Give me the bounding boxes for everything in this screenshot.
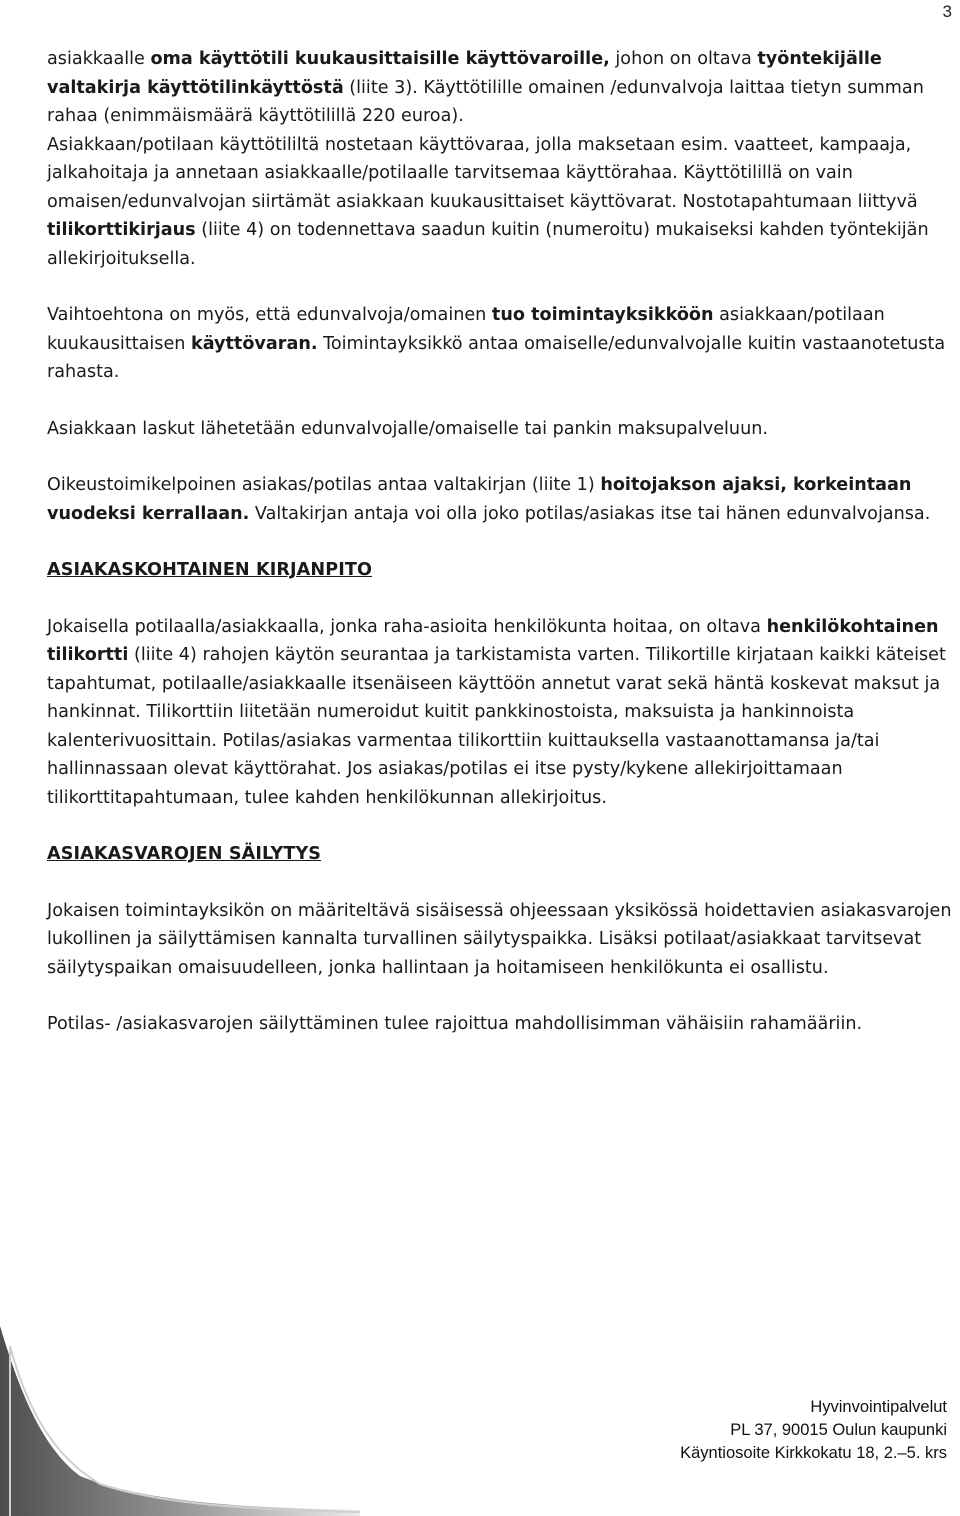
paragraph-invoices <box>47 415 957 444</box>
text-run: Jokaisella potilaalla/asiakkaalla, jonka raha-asioita henkilökunta hoitaa, on oltava <box>47 616 767 637</box>
paragraph-withdrawal <box>47 131 957 274</box>
text-run: Asiakkaan laskut lähetetään edunvalvojalle/omaiselle tai pankin maksupalveluun. <box>47 418 768 439</box>
spacer <box>47 812 957 840</box>
text-run: johon on oltava <box>609 49 758 69</box>
spacer <box>47 869 957 897</box>
text-run: (liite 4) on todennettava saadun kuitin (numeroitu) mukaiseksi kahden työntekijän allekirjoituksella. <box>47 220 929 269</box>
spacer <box>47 528 957 556</box>
bold-text: oma käyttötili kuukausittaisille käyttövaroille, <box>150 49 610 69</box>
bold-text: käyttövaran. <box>191 333 318 354</box>
text-run: (liite 3). Käyttötilille omainen /edunvalvoja laittaa tietyn summan rahaa (enimmäismäärä käyttötilillä 220 euroa). <box>47 77 924 126</box>
bold-text: tuo toimintayksikköön <box>491 305 714 325</box>
paragraph-account <box>47 45 957 131</box>
footer-postal-address: PL 37, 90015 Oulun kaupunki <box>730 1421 947 1439</box>
paragraph-alternative <box>47 301 957 387</box>
bold-text: hoitojakson ajaksi, korkeintaan vuodeksi kerrallaan. <box>47 475 912 524</box>
footer-address <box>680 1396 947 1465</box>
spacer <box>47 443 957 471</box>
spacer <box>47 273 957 301</box>
text-run: Valtakirjan antaja voi olla joko potilas/asiakas itse tai hänen edunvalvojansa. <box>249 503 931 524</box>
text-run: Toimintayksikkö antaa omaiselle/edunvalvojalle kuitin vastaanotetusta rahasta. <box>47 333 946 382</box>
text-run: (liite 4) rahojen käytön seurantaa ja tarkistamista varten. Tilikortille kirjataan kaikki käteiset tapahtumat, potilaalle/asiakkaalle itsenäiseen käyttöön annetut varat sekä häntä koskevat maksut ja hankinnat. Tilikorttiin liitetään numeroidut kuitit pankkinostoista, maksuista ja hankinnoista kalenterivuosittain. Potilas/asiakas varmentaa tilikorttiin kuittauksella vastaanottamansa ja/tai hallinnassaan olevat käyttörahat. Jos asiakas/potilas ei itse pysty/kykene allekirjoittamaan tilikorttitapahtumaan, tulee kahden henkilökunnan allekirjoitus. <box>47 645 946 808</box>
document-body <box>47 45 957 1039</box>
footer-org-name: Hyvinvointipalvelut <box>810 1398 947 1416</box>
section-heading-bookkeeping: ASIAKASKOHTAINEN KIRJANPITO <box>47 560 372 580</box>
spacer <box>47 585 957 613</box>
text-run: asiakkaan/potilaan kuukausittaisen <box>47 305 885 354</box>
footer-visiting-address: Käyntiosoite Kirkkokatu 18, 2.–5. krs <box>680 1444 947 1462</box>
text-run: asiakkaalle <box>47 49 151 69</box>
text-run: Oikeustoimikelpoinen asiakas/potilas antaa valtakirjan (liite 1) <box>47 475 601 495</box>
spacer <box>47 982 957 1010</box>
paragraph-account-card <box>47 613 957 813</box>
section-heading-storage: ASIAKASVAROJEN SÄILYTYS <box>47 844 322 864</box>
text-run: Vaihtoehtona on myös, että edunvalvoja/omainen <box>47 305 492 325</box>
spacer <box>47 387 957 415</box>
paragraph-storage-location <box>47 897 957 983</box>
bold-text: tilikorttikirjaus <box>47 220 196 240</box>
text-run: Jokaisen toimintayksikön on määriteltävä sisäisessä ohjeessaan yksikössä hoidettavien asiakasvarojen lukollinen ja säilyttämisen kannalta turvallinen säilytyspaikka. Lisäksi potilaat/asiakkaat tarvitsevat säilytyspaikan omaisuudelleen, jonka hallintaan ja hoitamiseen henkilökunta ei osallistu. <box>47 900 952 978</box>
corner-decoration <box>0 1326 360 1516</box>
text-run: Asiakkaan/potilaan käyttötililtä nostetaan käyttövaraa, jolla maksetaan esim. vaatteet, kampaaja, jalkahoitaja ja annetaan asiakkaalle/potilaalle tarvitsemaa käyttörahaa. Käyttötilillä on vain omaisen/edunvalvojan siirtämät asiakkaan kuukausittaiset käyttövarat. Nostotapahtumaan liittyvä <box>47 134 918 212</box>
paragraph-storage-limit <box>47 1010 957 1039</box>
paragraph-power-of-attorney <box>47 471 957 528</box>
bold-text: henkilökohtainen tilikortti <box>47 616 939 665</box>
text-run: Potilas- /asiakasvarojen säilyttäminen tulee rajoittua mahdollisimman vähäisiin rahamääriin. <box>47 1014 863 1034</box>
bold-text: työntekijälle valtakirja käyttötilinkäyttöstä <box>47 49 882 98</box>
page-number: 3 <box>942 2 952 21</box>
